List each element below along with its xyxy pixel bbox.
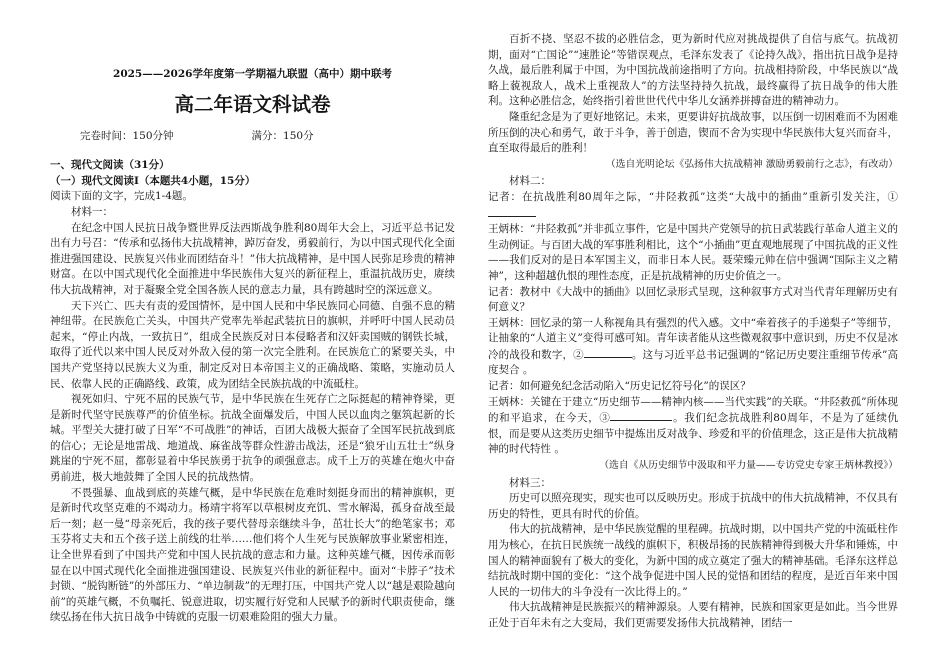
score-label: 满分：150分 (251, 129, 314, 142)
answer-blank-3[interactable] (610, 410, 672, 421)
page-title: 高二年语文科试卷 (174, 92, 331, 116)
material2-source: （选自《从历史细节中汲取和平力量——专访党史专家王炳林教授》） (599, 460, 898, 472)
left-column (50, 0, 455, 626)
material2-label: 材料二： (509, 175, 551, 188)
interview-question-3: 记者：如何避免纪念活动陷入“历史记忆符号化”的误区？ (488, 380, 751, 393)
material1-paragraph: 在纪念中国人民抗日战争暨世界反法西斯战争胜利80周年大会上，习近平总书记发出有力号召：“传承和弘扬伟大抗战精神，踔厉奋发，勇毅前行，为以中国式现代化全面推进强国建设、民族复兴伟业而团结奋斗！”伟大抗战精神，是中国人民弥足珍贵的精神财富。在以中国式现代化全面推进中华民族伟大复兴的新征程上，重温抗战历史，赓续伟大抗战精神，对于凝聚全党全国各族人民的意志力量，具有跨越时空的深远意义。 (50, 221, 455, 296)
section-heading-part1: 一、现代文阅读（31分） (50, 159, 170, 172)
time-label: 完卷时间：150分钟 (80, 129, 174, 142)
exam-name: 2025——2026学年度第一学期福九联盟（高中）期中联考 (113, 68, 392, 80)
material1-source: （选自光明论坛《弘扬伟大抗战精神 激励勇毅前行之志》，有改动） (605, 158, 898, 170)
interview-answer-2: 王炳林：回忆录的第一人称视角具有强烈的代入感。文中“牵着孩子的手递梨子”等细节，让抽象的“人道主义”变得可感可知。青年读者能从这些微观叙事中意识到，历史不仅是冰冷的战役和数字，② 。这与习近平总书记强调的“铭记历史要注重细节传承”高度契合 。 (488, 316, 898, 377)
section-heading-reading1: （一）现代文阅读Ⅰ（本题共4小题，15分） (50, 174, 256, 187)
material1-paragraph: 天下兴亡、匹夫有责的爱国情怀，是中国人民和中华民族同心同德、自强不息的精神纽带。在民族危亡关头，中国共产党率先举起武装抗日的旗帜，并呼吁中国人民动员起来，“停止内战，一致抗日”，组成全民族反对日本侵略者和汉奸卖国贼的钢铁长城，取得了近代以来中国人民反对外敌入侵的第一次完全胜利。在民族危亡的紧要关头，中国共产党坚持以民族大义为重，制定反对日本帝国主义的正确战略、策略，实施动员人民、依靠人民的正确路线、政策，成为团结全民族抗战的中流砥柱。 (50, 299, 455, 390)
interview-answer-1: 王炳林：“井陉救孤”并非孤立事件，它是中国共产党领导的抗日武装践行革命人道主义的生动例证。与百团大战的军事胜利相比，这个“小插曲”更直观地展现了中国抗战的正义性——我们反对的是日本军国主义，而非日本人民。聂荣臻元帅在信中强调“国际主义之精神”，这种超越仇恨的理性态度，正是抗战精神的历史价值之一。 (488, 223, 898, 282)
material1-label: 材料一： (71, 205, 113, 218)
material1-paragraph: 不畏强暴、血战到底的英雄气概，是中华民族在危难时刻挺身而出的精神旗帜，更是新时代攻坚克难的不竭动力。杨靖宇将军以草根树皮充饥、雪水解渴，孤身奋战至最后一刻；赵一曼“母亲死后，我的孩子要代替母亲继续斗争，茁壮长大”的绝笔家书；邓玉芬将丈夫和五个孩子送上前线的壮举……他们将个人生死与民族解放事业紧密相连，让全世界看到了中国共产党和中国人民抗战的意志和力量。这种英雄气概，因传承而彰显在以中国式现代化全面推进强国建设、民族复兴伟业的新征程中。面对“卡脖子”技术封锁、“脱钩断链”的外部压力、“单边制裁”的无理打压，中国共产党人以“越是艰险越向前”的英雄气概，不负嘱托、锐意进取，切实履行好党和人民赋予的新时代职责使命，继续弘扬在伟大抗日战争中铸就的克服一切艰难险阻的强大力量。 (50, 486, 455, 624)
interview-answer-3: 王炳林：关键在于建立“历史细节——精神内核——当代实践”的关联。“井陉救孤”所体现的和平追求，在今天，③ 。我们纪念抗战胜利80周年，不是为了延续仇恨，而是要从这类历史细节中提炼出反对战争、珍爱和平的价值理念，这正是伟大抗战精神的时代特性 。 (488, 395, 898, 456)
answer-blank-2[interactable] (584, 347, 632, 358)
material3-label: 材料三： (509, 476, 551, 489)
right-column (488, 32, 898, 632)
material3-paragraph: 伟大抗战精神是民族振兴的精神源泉。人要有精神，民族和国家更是如此。当今世界正处于百年未有之大变局，我们更需要发扬伟大抗战精神，团结一 (488, 601, 898, 629)
instruction: 阅读下面的文字，完成1-4题。 (50, 190, 193, 203)
material1-paragraph: 隆重纪念是为了更好地铭记。未来，更要讲好抗战故事，以压倒一切困难而不为困难所压倒的决心和勇气，敢于斗争，善于创造，锲而不舍为实现中华民族伟大复兴而奋斗，直至取得最后的胜利！ (488, 110, 898, 155)
material3-paragraph: 历史可以照亮现实，现实也可以反映历史。形成于抗战中的伟大抗战精神，不仅具有历史的特性，更具有时代的价值。 (488, 492, 898, 520)
interview-question-2: 记者：教材中《大战中的插曲》以回忆录形式呈现，这种叙事方式对当代青年理解历史有何意义？ (488, 285, 898, 314)
interview-question-1: 记者：在抗战胜利80周年之际，“井陉救孤”这类“大战中的插曲”重新引发关注，① (488, 190, 898, 222)
material1-paragraph: 百折不挠、坚忍不拔的必胜信念，更为新时代应对挑战提供了自信与底气。抗战初期，面对“亡国论”“速胜论”等错误观点，毛泽东发表了《论持久战》，指出抗日战争是持久战，最后胜利属于中国，为中国抗战前途指明了方向。抗战相持阶段，中华民族以“战略上藐视敌人，战术上重视敌人”的方法坚持持久抗战，最终赢得了抗日战争的伟大胜利。这种必胜信念，始终指引着世世代代中华儿女涵养拼搏奋进的精神动力。 (488, 33, 898, 108)
material1-paragraph: 视死如归、宁死不屈的民族气节，是中华民族在生死存亡之际挺起的精神脊梁，更是新时代坚守民族尊严的价值坐标。抗战全面爆发后，中国人民以血肉之躯筑起新的长城。平型关大捷打破了日军“不可战胜”的神话，百团大战极大振奋了全国军民抗战到底的信心；无论是地雷战、地道战、麻雀战等群众性游击战法，还是“狼牙山五壮士”纵身跳崖的宁死不屈，都彰显着中华民族勇于抗争的顽强意志。成千上万的英雄在炮火中奋勇前进，极大地鼓舞了全国人民的抗战热情。 (50, 393, 455, 484)
material3-paragraph: 伟大的抗战精神，是中华民族觉醒的里程碑。抗战时期，以中国共产党的中流砥柱作用为核心，在抗日民族统一战线的旗帜下，积极昂扬的民族精神得到极大升华和锤炼，中国人的精神面貌有了极大的变化，为新中国的成立奠定了强大的精神基础。毛泽东这样总结抗战时期中国的变化：“这个战争促进中国人民的觉悟和团结的程度，是近百年来中国人民的一切伟大的斗争没有一次比得上的。” (488, 523, 898, 598)
answer-blank-1[interactable] (488, 206, 536, 217)
exam-meta (80, 129, 455, 145)
